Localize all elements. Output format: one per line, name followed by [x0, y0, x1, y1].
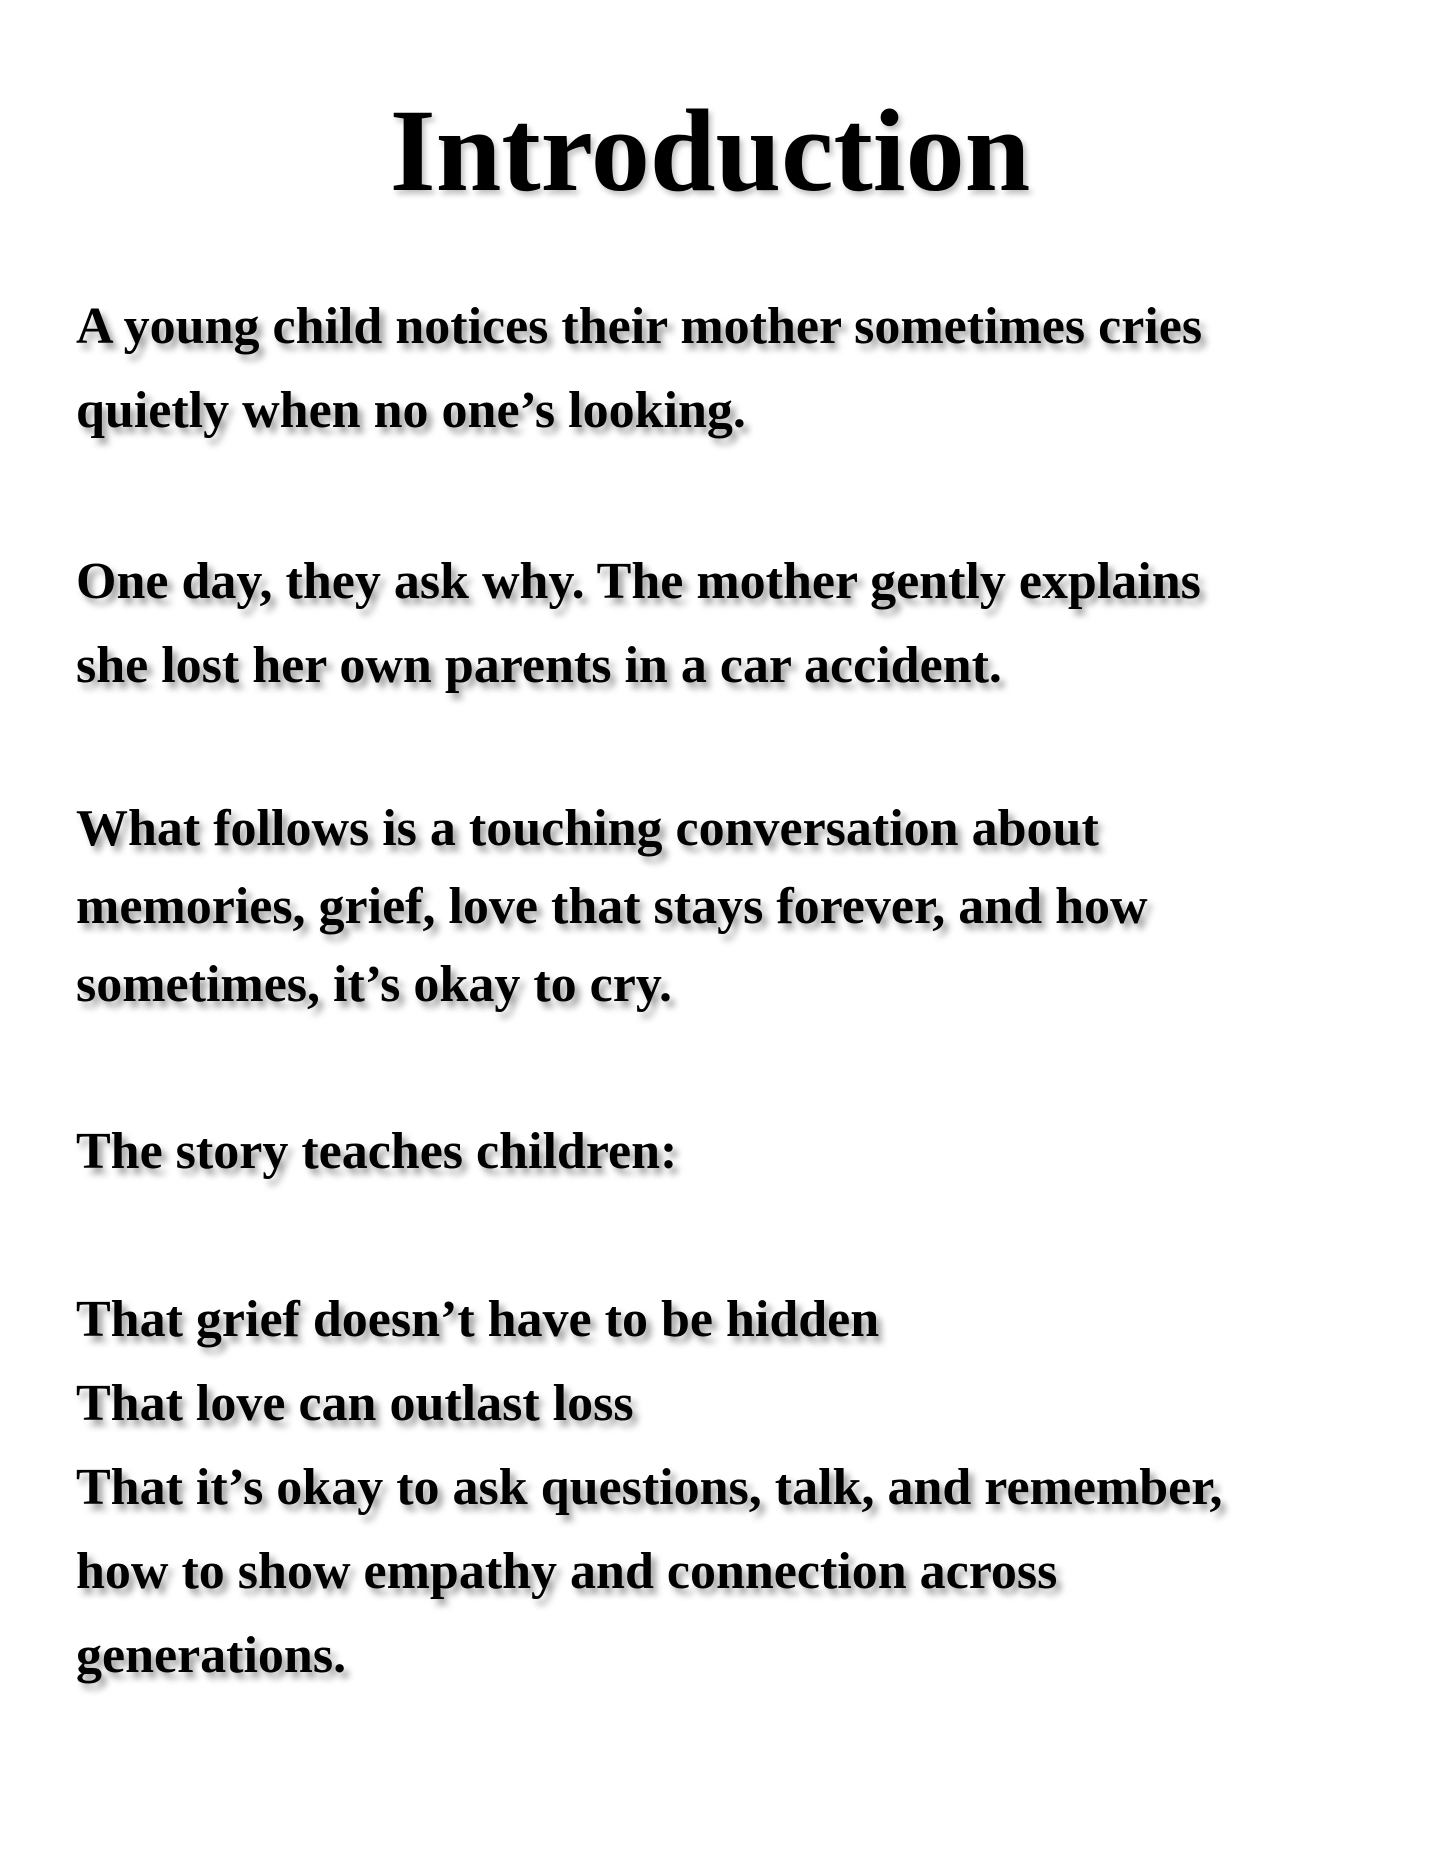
- text-line: memories, grief, love that stays forever, and how: [76, 878, 1148, 935]
- paragraph-explanation: [76, 540, 1416, 708]
- text-line: sometimes, it’s okay to cry.: [76, 956, 672, 1013]
- text-line: quietly when no one’s looking.: [76, 382, 746, 439]
- lesson-item: That love can outlast loss: [76, 1375, 634, 1432]
- paragraph-intro: [76, 285, 1416, 453]
- text-line: What follows is a touching conversation about: [76, 800, 1099, 857]
- lesson-item: generations.: [76, 1627, 347, 1684]
- paragraph-conversation: [76, 790, 1416, 1024]
- text-line: A young child notices their mother sometimes cries: [76, 298, 1203, 355]
- lesson-item: how to show empathy and connection across: [76, 1543, 1058, 1600]
- text-line: The story teaches children:: [76, 1123, 678, 1180]
- text-line: she lost her own parents in a car accident.: [76, 637, 1002, 694]
- text-line: One day, they ask why. The mother gently explains: [76, 553, 1201, 610]
- page-title: Introduction: [389, 85, 1031, 216]
- lesson-item: That it’s okay to ask questions, talk, and remember,: [76, 1459, 1223, 1516]
- paragraph-lessons-heading: [76, 1110, 1416, 1194]
- lessons-list: [76, 1278, 1416, 1698]
- lesson-item: That grief doesn’t have to be hidden: [76, 1291, 880, 1348]
